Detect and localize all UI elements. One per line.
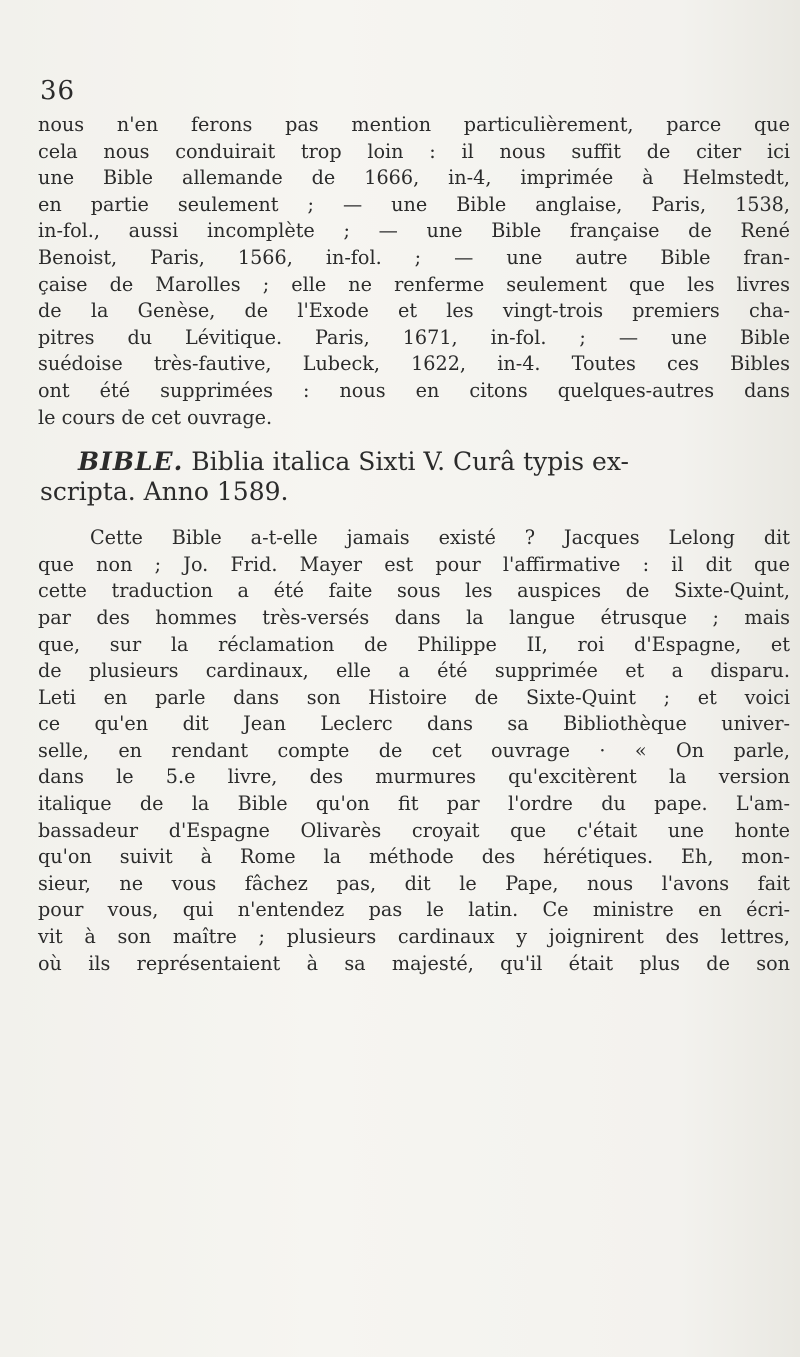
text-line: vit à son maître ; plusieurs cardinaux y joignirent des lettres, bbox=[38, 925, 790, 949]
paragraph-bible-list bbox=[38, 112, 790, 431]
entry-heading bbox=[38, 447, 790, 507]
text-line: dans le 5.e livre, des murmures qu'excitèrent la version bbox=[38, 765, 790, 789]
text-line: italique de la Bible qu'on fit par l'ordre du pape. L'am- bbox=[38, 792, 790, 816]
entry-title-bible: BIBLE. bbox=[78, 447, 184, 477]
text-line: in-fol., aussi incomplète ; — une Bible française de René bbox=[38, 219, 790, 243]
text-line: ce qu'en dit Jean Leclerc dans sa Bibliothèque univer- bbox=[38, 712, 790, 736]
text-line: que, sur la réclamation de Philippe II, roi d'Espagne, et bbox=[38, 632, 790, 656]
entry-title-line2: scripta. Anno 1589. bbox=[40, 477, 289, 507]
text-line: par des hommes très-versés dans la langue étrusque ; mais bbox=[38, 605, 790, 629]
text-line: sieur, ne vous fâchez pas, dit le Pape, nous l'avons fait bbox=[38, 871, 790, 895]
text-line: une Bible allemande de 1666, in-4, imprimée à Helmstedt, bbox=[38, 166, 790, 190]
text-line: Benoist, Paris, 1566, in-fol. ; — une autre Bible fran- bbox=[38, 245, 790, 269]
text-line: pitres du Lévitique. Paris, 1671, in-fol. ; — une Bible bbox=[38, 325, 790, 349]
text-line: que non ; Jo. Frid. Mayer est pour l'affirmative : il dit que bbox=[38, 552, 790, 576]
text-line: cela nous conduirait trop loin : il nous suffit de citer ici bbox=[38, 139, 790, 163]
text-line: suédoise très-fautive, Lubeck, 1622, in-4. Toutes ces Bibles bbox=[38, 352, 790, 376]
text-line: où ils représentaient à sa majesté, qu'il était plus de son bbox=[38, 951, 790, 975]
entry-title-rest: Biblia italica Sixti V. Curâ typis ex- bbox=[191, 447, 629, 477]
text-line: çaise de Marolles ; elle ne renferme seulement que les livres bbox=[38, 272, 790, 296]
text-line: nous n'en ferons pas mention particulièrement, parce que bbox=[38, 113, 790, 136]
text-line: Cette Bible a-t-elle jamais existé ? Jacques Lelong dit bbox=[90, 526, 790, 550]
text-line: ont été supprimées : nous en citons quelques-autres dans bbox=[38, 378, 790, 402]
text-line: pour vous, qui n'entendez pas le latin. Ce ministre en écri- bbox=[38, 898, 790, 922]
text-line: bassadeur d'Espagne Olivarès croyait que c'était une honte bbox=[38, 818, 790, 842]
text-line: de plusieurs cardinaux, elle a été supprimée et a disparu. bbox=[38, 659, 790, 683]
text-line: de la Genèse, de l'Exode et les vingt-trois premiers cha- bbox=[38, 299, 790, 323]
text-line: Leti en parle dans son Histoire de Sixte-Quint ; et voici bbox=[38, 685, 790, 709]
page-number: 36 bbox=[40, 76, 76, 106]
text-line: en partie seulement ; — une Bible anglaise, Paris, 1538, bbox=[38, 192, 790, 216]
page-text bbox=[38, 112, 790, 977]
text-line: qu'on suivit à Rome la méthode des hérétiques. Eh, mon- bbox=[38, 845, 790, 869]
text-line: cette traduction a été faite sous les auspices de Sixte-Quint, bbox=[38, 579, 790, 603]
text-line: le cours de cet ouvrage. bbox=[38, 405, 273, 429]
paragraph-commentary bbox=[38, 525, 790, 977]
text-line: selle, en rendant compte de cet ouvrage · « On parle, bbox=[38, 738, 790, 762]
